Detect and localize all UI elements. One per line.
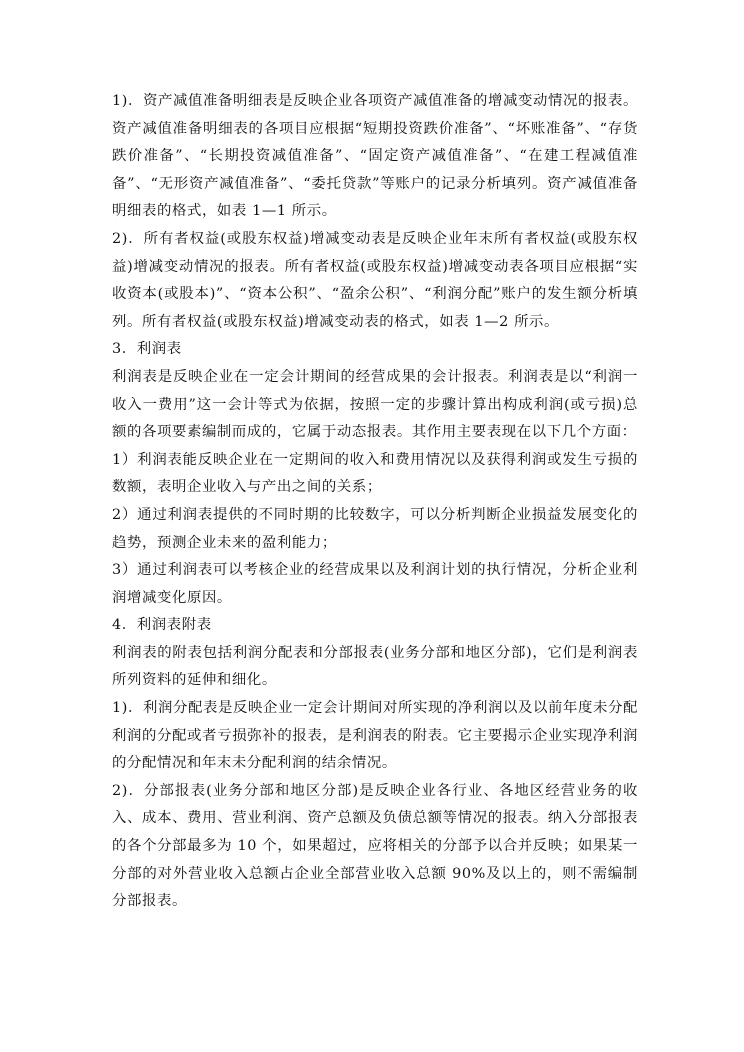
document-page — [112, 88, 638, 916]
paragraph-schedules-intro: 利润表的附表包括利润分配表和分部报表(业务分部和地区分部)，它们是利润表所列资料的延伸和细化。 — [112, 644, 638, 689]
paragraph-asset-impairment: 1)．资产减值准备明细表是反映企业各项资产减值准备的增减变动情况的报表。资产减值准备明细表的各项目应根据“短期投资跌价准备”、“坏账准备”、“存货跌价准备”、“长期投资减值准备”、“固定资产减值准备”、“在建工程减值准备”、“无形资产减值准备”、“委托贷款”等账户的记录分析填列。资产减值准备明细表的格式，如表 1—1 所示。 — [112, 93, 638, 220]
paragraph-profit-distribution: 1)．利润分配表是反映企业一定会计期间对所实现的净利润以及以前年度未分配利润的分配或者亏损弥补的报表，是利润表的附表。它主要揭示企业实现净利润的分配情况和年末未分配利润的结余情况。 — [112, 700, 638, 772]
paragraph-income-statement-intro: 利润表是反映企业在一定会计期间的经营成果的会计报表。利润表是以“利润一收入一费用”这一会计等式为依据，按照一定的步骤计算出构成利润(或亏损)总额的各项要素编制而成的，它属于动态报表。其作用主要表现在以下几个方面： — [112, 368, 638, 441]
paragraph-equity-changes: 2)．所有者权益(或股东权益)增减变动表是反映企业年末所有者权益(或股东权益)增减变动情况的报表。所有者权益(或股东权益)增减变动表各项目应根据“实收资本(或股本)”、“资本公积”、“盈余公积”、“利润分配”账户的发生额分析填列。所有者权益(或股东权益)增减变动表的格式，如表 1—2 所示。 — [112, 230, 638, 330]
section-heading-income-statement: 3．利润表 — [112, 341, 182, 358]
section-heading-income-schedules: 4．利润表附表 — [112, 617, 212, 634]
paragraph-income-point-3: 3）通过利润表可以考核企业的经营成果以及利润计划的执行情况，分析企业利润增减变化原因。 — [112, 562, 638, 606]
paragraph-segment-report: 2)．分部报表(业务分部和地区分部)是反映企业各行业、各地区经营业务的收入、成本、费用、营业利润、资产总额及负债总额等情况的报表。纳入分部报表的各个分部最多为 10 个，如果超过，应将相关的分部予以合并反映；如果某一分部的对外营业收入总额占企业全部营业收入总额 90%及以上的，则不需编制分部报表。 — [112, 782, 638, 910]
paragraph-income-point-1: 1）利润表能反映企业在一定期间的收入和费用情况以及获得利润或发生亏损的数额，表明企业收入与产出之间的关系； — [112, 451, 638, 496]
paragraph-income-point-2: 2）通过利润表提供的不同时期的比较数字，可以分析判断企业损益发展变化的趋势，预测企业未来的盈利能力； — [112, 506, 638, 551]
